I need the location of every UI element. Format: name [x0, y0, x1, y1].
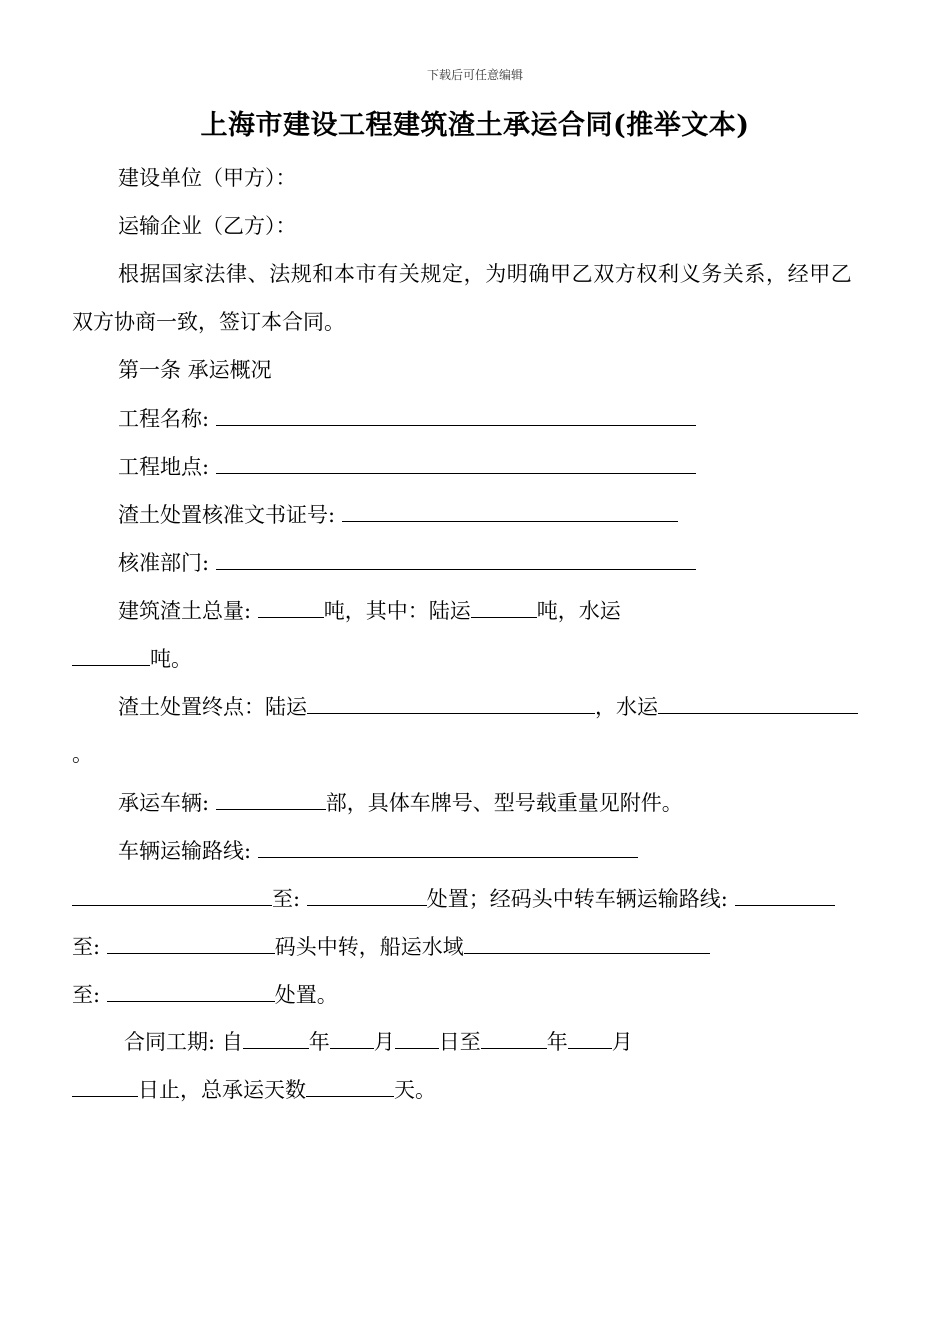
- term-line: [124, 1026, 633, 1057]
- term-end-line: [72, 1074, 436, 1105]
- approval-dept-blank[interactable]: [216, 547, 696, 570]
- article-1-heading: [118, 355, 272, 385]
- route-end-blank[interactable]: [307, 883, 427, 906]
- disposal-label: 渣土处置终点：陆运: [118, 695, 307, 719]
- year-label-b: 年: [546, 1030, 568, 1054]
- license-no-blank[interactable]: [342, 499, 678, 522]
- water-transport-label: 吨，水运: [536, 599, 621, 623]
- water-tons-blank[interactable]: [72, 643, 150, 666]
- dispose-end-label: 处置。: [274, 983, 338, 1007]
- route-continue-line: [72, 883, 835, 914]
- to-label-b: 至:: [72, 983, 101, 1007]
- water-area-blank[interactable]: [464, 931, 710, 954]
- final-dispose-line: [72, 979, 338, 1010]
- vehicles-line: [118, 787, 683, 818]
- month-label-a: 月: [373, 1030, 395, 1054]
- end-month-blank[interactable]: [568, 1026, 612, 1049]
- ton-end-label: 吨。: [150, 647, 192, 671]
- start-year-blank[interactable]: [243, 1026, 309, 1049]
- to-label-a: 至:: [72, 935, 101, 959]
- total-label: 建筑渣土总量:: [118, 599, 252, 623]
- land-transport-label: 吨，其中：陆运: [323, 599, 471, 623]
- term-label: 合同工期: 自: [124, 1030, 243, 1054]
- water-tons-line: [72, 643, 192, 674]
- start-day-blank[interactable]: [395, 1026, 439, 1049]
- approval-dept-label: 核准部门:: [118, 551, 210, 575]
- disposal-end-mark: 。: [72, 742, 93, 766]
- document-title: 上海市建设工程建筑渣土承运合同(推举文本): [200, 110, 750, 141]
- start-month-blank[interactable]: [330, 1026, 374, 1049]
- project-name-blank[interactable]: [216, 403, 696, 426]
- license-no-line: [118, 499, 678, 530]
- month-label-b: 月: [611, 1030, 633, 1054]
- article-1-title: 第一条 承运概况: [118, 358, 272, 382]
- wharf-line: [72, 931, 710, 962]
- total-days-blank[interactable]: [306, 1074, 394, 1097]
- day-end-label: 日止，总承运天数: [138, 1078, 306, 1102]
- disposal-water-blank[interactable]: [658, 691, 858, 714]
- wharf-route-blank[interactable]: [735, 883, 835, 906]
- wharf-transfer-label: 码头中转，船运水域: [274, 935, 464, 959]
- wharf-name-blank[interactable]: [107, 931, 275, 954]
- project-name-line: [118, 403, 696, 434]
- year-label-a: 年: [308, 1030, 330, 1054]
- intro-line-1: [118, 259, 852, 289]
- day-to-label: 日至: [438, 1030, 481, 1054]
- intro-line-2: [72, 307, 345, 337]
- vehicles-count-blank[interactable]: [216, 787, 326, 810]
- route-label: 车辆运输路线:: [118, 839, 252, 863]
- disposal-line: [118, 691, 858, 722]
- party-b-label: 运输企业（乙方）：: [118, 214, 297, 238]
- party-a-line: [118, 163, 297, 193]
- route-blank[interactable]: [258, 835, 638, 858]
- route-line: [118, 835, 638, 866]
- land-tons-blank[interactable]: [471, 595, 537, 618]
- project-name-label: 工程名称:: [118, 407, 210, 431]
- party-a-label: 建设单位（甲方）：: [118, 166, 297, 190]
- route-dispose-label: 处置；经码头中转车辆运输路线:: [426, 887, 728, 911]
- approval-dept-line: [118, 547, 696, 578]
- route-start-blank[interactable]: [72, 883, 272, 906]
- project-site-label: 工程地点:: [118, 455, 210, 479]
- intro-text-1: 根据国家法律、法规和本市有关规定，为明确甲乙双方权利义务关系，经甲乙: [118, 262, 853, 286]
- intro-text-2: 双方协商一致，签订本合同。: [72, 310, 345, 334]
- project-site-blank[interactable]: [216, 451, 696, 474]
- days-unit-label: 天。: [394, 1078, 436, 1102]
- project-site-line: [118, 451, 696, 482]
- party-b-line: [118, 211, 297, 241]
- license-no-label: 渣土处置核准文书证号:: [118, 503, 336, 527]
- final-dispose-blank[interactable]: [107, 979, 275, 1002]
- disposal-land-blank[interactable]: [307, 691, 595, 714]
- vehicles-label: 承运车辆:: [118, 791, 210, 815]
- total-tons-blank[interactable]: [258, 595, 324, 618]
- header-note: 下载后可任意编辑: [426, 68, 523, 82]
- disposal-water-label: ，水运: [595, 695, 658, 719]
- end-day-blank[interactable]: [72, 1074, 138, 1097]
- total-amount-line: [118, 595, 621, 626]
- route-to-label: 至:: [272, 887, 301, 911]
- disposal-end-line: [72, 739, 93, 769]
- end-year-blank[interactable]: [481, 1026, 547, 1049]
- vehicles-suffix: 部，具体车牌号、型号载重量见附件。: [325, 791, 683, 815]
